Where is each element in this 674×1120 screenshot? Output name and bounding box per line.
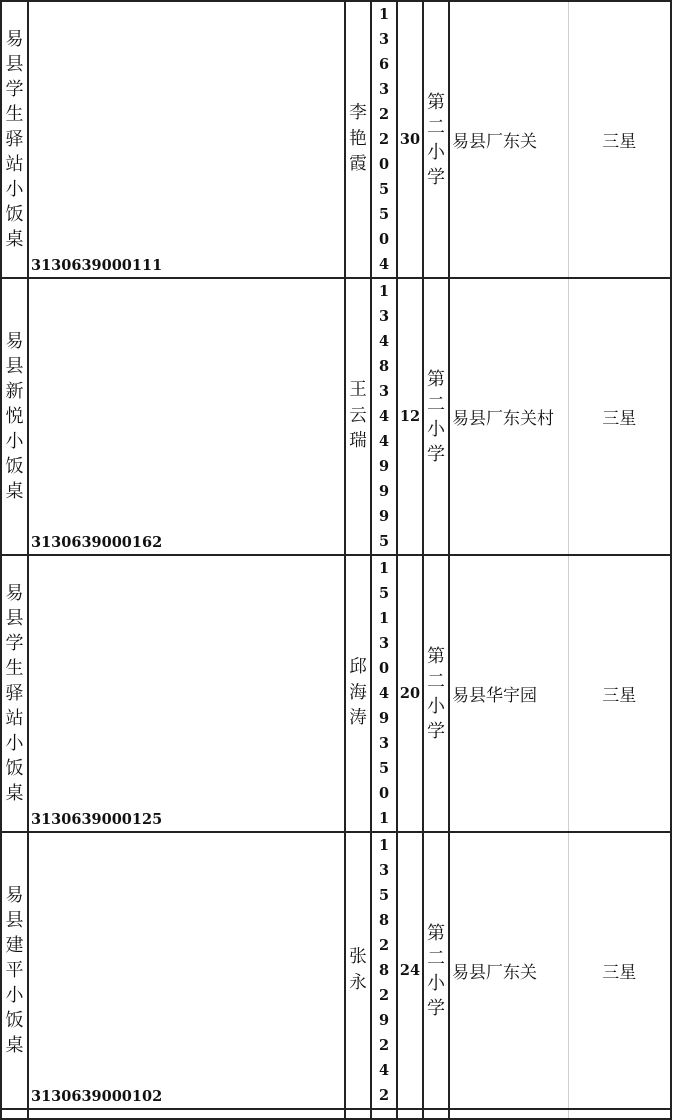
person-cell (345, 1, 371, 278)
capacity-value: 30 (399, 131, 421, 148)
age-cell (397, 278, 423, 555)
school-name: 第二小学 (427, 922, 445, 1019)
table-row-partial (1, 1109, 671, 1119)
person-cell (345, 555, 371, 832)
rating: 三星 (602, 132, 637, 152)
rating-cell (568, 1, 671, 278)
empty-cell (1, 1109, 28, 1119)
phone-number: 15130493501 (378, 560, 390, 827)
registration-code-cell (28, 278, 345, 555)
registration-code-cell (28, 555, 345, 832)
person-name: 邱海涛 (349, 657, 367, 729)
registration-code: 3130639000162 (31, 534, 163, 551)
address: 易县厂东关 (452, 132, 537, 152)
phone-number: 13632205504 (378, 6, 390, 273)
registration-code: 3130639000125 (31, 811, 163, 828)
address: 易县厂东关 (452, 963, 537, 983)
person-name: 张永 (349, 947, 367, 993)
registration-code-cell (28, 832, 345, 1109)
canteen-name-cell (1, 832, 28, 1109)
canteen-name: 易县学生驿站小饭桌 (5, 29, 24, 250)
empty-cell (423, 1109, 449, 1119)
table-row (1, 1, 671, 278)
age-cell (397, 1, 423, 278)
address-cell (449, 278, 568, 555)
registration-code-cell (28, 1, 345, 278)
school-cell (423, 278, 449, 555)
address-cell (449, 1, 568, 278)
school-name: 第二小学 (427, 368, 445, 465)
rating: 三星 (602, 409, 637, 429)
rating-cell (568, 278, 671, 555)
canteen-name-cell (1, 278, 28, 555)
address-cell (449, 555, 568, 832)
rating-cell (568, 555, 671, 832)
canteen-name-cell (1, 1, 28, 278)
capacity-value: 20 (399, 685, 421, 702)
address: 易县厂东关村 (452, 409, 554, 429)
table-row (1, 555, 671, 832)
empty-cell (449, 1109, 568, 1119)
person-cell (345, 278, 371, 555)
table-row (1, 278, 671, 555)
canteen-name: 易县学生驿站小饭桌 (5, 583, 24, 804)
age-cell (397, 555, 423, 832)
capacity-value: 24 (399, 962, 421, 979)
phone-cell (371, 1, 397, 278)
canteen-name: 易县新悦小饭桌 (5, 331, 24, 502)
canteen-name-cell (1, 555, 28, 832)
school-name: 第二小学 (427, 645, 445, 742)
phone-number: 13582829242 (378, 837, 390, 1104)
empty-cell (397, 1109, 423, 1119)
phone-cell (371, 555, 397, 832)
school-cell (423, 555, 449, 832)
capacity-value: 12 (399, 408, 421, 425)
empty-cell (568, 1109, 671, 1119)
registration-code: 3130639000111 (31, 257, 163, 274)
school-cell (423, 1, 449, 278)
registration-code: 3130639000102 (31, 1088, 163, 1105)
rating-cell (568, 832, 671, 1109)
school-name: 第二小学 (427, 91, 445, 188)
person-name: 李艳霞 (349, 103, 367, 175)
table-row (1, 832, 671, 1109)
rating: 三星 (602, 686, 637, 706)
person-name: 王云瑞 (349, 380, 367, 452)
phone-cell (371, 278, 397, 555)
phone-number: 13483449995 (378, 283, 390, 550)
empty-cell (28, 1109, 345, 1119)
address: 易县华宇园 (452, 686, 537, 706)
person-cell (345, 832, 371, 1109)
empty-cell (371, 1109, 397, 1119)
canteen-name: 易县建平小饭桌 (5, 885, 24, 1056)
rating: 三星 (602, 963, 637, 983)
address-cell (449, 832, 568, 1109)
school-cell (423, 832, 449, 1109)
age-cell (397, 832, 423, 1109)
phone-cell (371, 832, 397, 1109)
empty-cell (345, 1109, 371, 1119)
